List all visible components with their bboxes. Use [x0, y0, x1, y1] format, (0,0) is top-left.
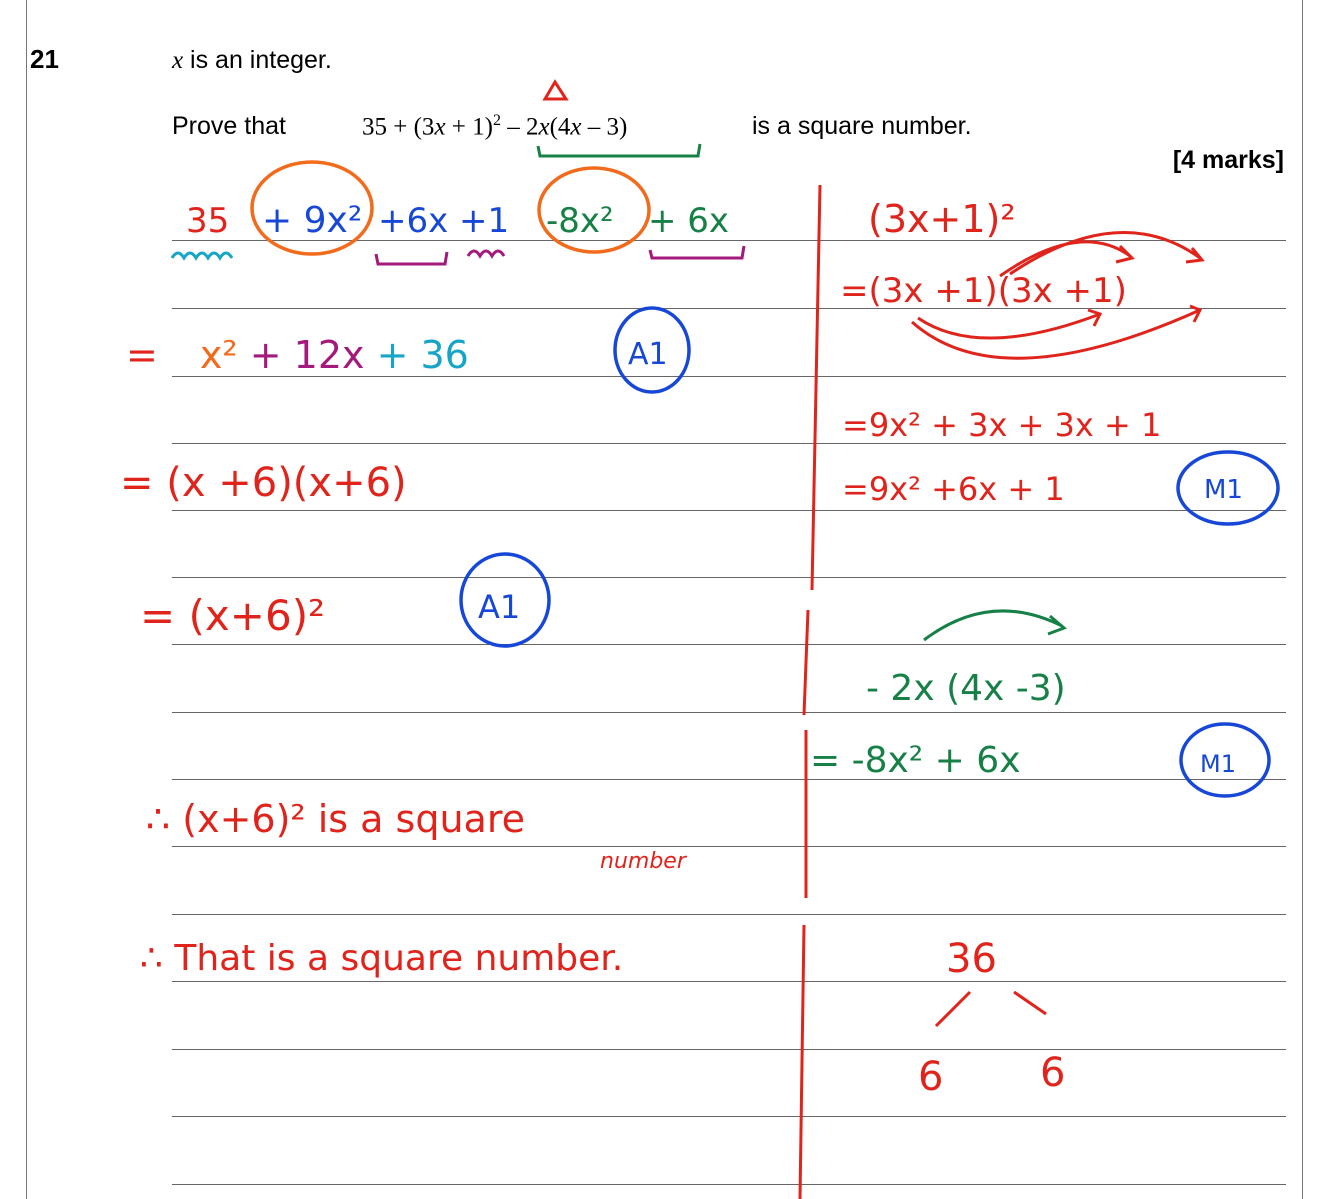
expansion-arrow: [912, 306, 1200, 358]
marks-label: [4 marks]: [1172, 146, 1284, 174]
hw-neg-8x2: -8x²: [546, 201, 614, 241]
mark-a1: A1: [628, 337, 668, 372]
prove-label: Prove that: [172, 112, 286, 140]
mark-a1: A1: [478, 588, 521, 626]
stem-variable: x: [172, 47, 184, 74]
hw-r7: 36: [946, 936, 997, 982]
factor-tree-branches: [936, 992, 1046, 1026]
question-expression: $35 + (3x + 1)^2 - 2x(4x - 3)$: [362, 112, 628, 141]
hw-9x2: + 9x²: [262, 200, 363, 241]
hw-r3: =9x² + 3x + 3x + 1: [842, 406, 1162, 444]
purple-squiggle: [468, 251, 504, 256]
hw-statement-number: number: [600, 849, 686, 874]
question-suffix: is a square number.: [752, 112, 972, 140]
red-divider: [800, 185, 820, 1199]
question-number: 21: [30, 44, 59, 74]
hw-statement-line: ∴ (x+6)² is a square: [146, 797, 525, 841]
expansion-arrow: [918, 310, 1100, 338]
hw-35: 35: [186, 201, 230, 241]
hw-r5: - 2x (4x -3): [866, 668, 1066, 709]
green-underbrace: [538, 144, 700, 156]
expansion-arrow: [924, 611, 1064, 640]
mark-m1: M1: [1200, 750, 1236, 778]
hw-factorised: = (x +6)(x+6): [120, 460, 407, 506]
hw-square-form: = (x+6)²: [140, 591, 325, 640]
hw-6x-plus-1: +6x +1: [378, 201, 510, 241]
mark-m1: M1: [1204, 475, 1243, 505]
purple-bracket: [376, 252, 447, 264]
hw-r8b: 6: [1040, 1050, 1066, 1096]
hw-simplified: = x² + 12x + 36: [126, 333, 469, 377]
hw-r8a: 6: [918, 1054, 944, 1100]
hw-r4: =9x² +6x + 1: [842, 470, 1065, 508]
hw-r2: =(3x +1)(3x +1): [840, 271, 1127, 311]
hw-6x: + 6x: [648, 201, 730, 241]
cyan-squiggle: [172, 253, 232, 258]
hw-conclusion: ∴ That is a square number.: [140, 938, 624, 979]
purple-bracket: [650, 246, 744, 258]
hw-r6: = -8x² + 6x: [810, 740, 1021, 781]
stem-text: is an integer.: [183, 46, 332, 74]
warning-triangle-icon: [545, 82, 566, 99]
hw-r1: (3x+1)²: [868, 197, 1016, 241]
